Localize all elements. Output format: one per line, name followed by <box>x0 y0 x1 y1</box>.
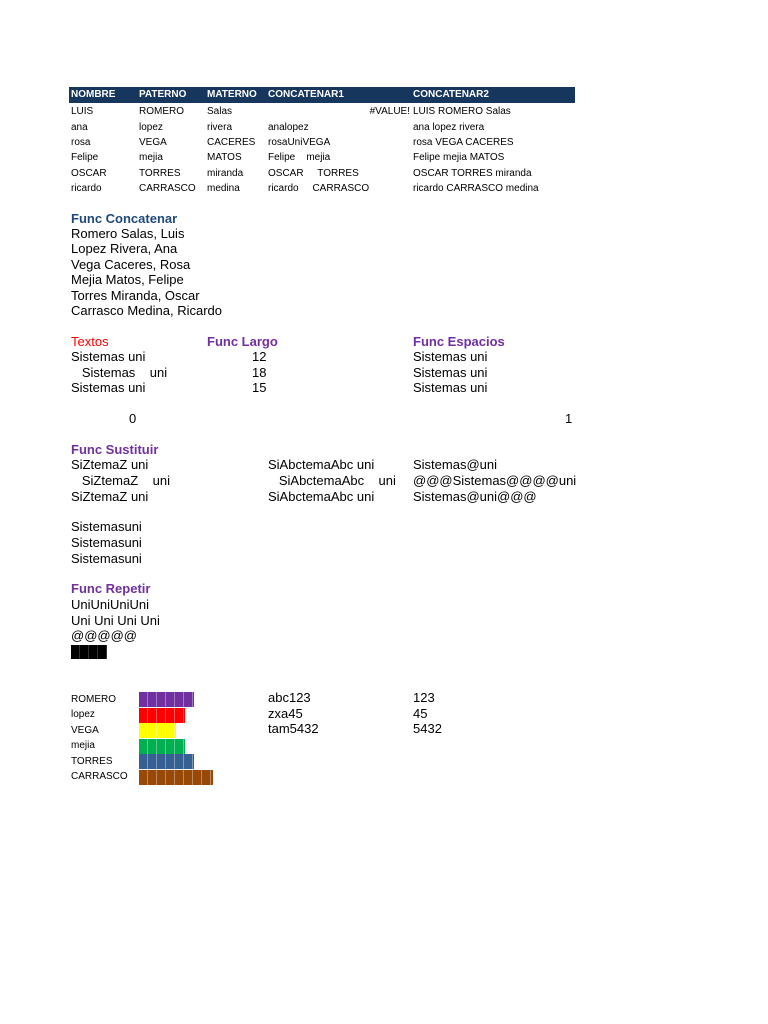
repeat-bar <box>139 723 176 738</box>
texto-value: Sistemas uni <box>71 349 146 364</box>
repetir-line: @@@@@ <box>71 628 137 643</box>
sustituir-value: SiAbctemaAbc uni <box>268 489 375 504</box>
code-value: zxa45 <box>268 706 303 721</box>
header-concatenar1: CONCATENAR1 <box>268 89 344 100</box>
cell-concatenar1: ricardo CARRASCO <box>268 183 370 194</box>
cell-nombre: rosa <box>71 137 91 148</box>
espacios-title: Func Espacios <box>413 334 505 349</box>
cell-paterno: lopez <box>139 122 163 133</box>
concatenar-line: Romero Salas, Luis <box>71 226 185 241</box>
cell-concatenar2: LUIS ROMERO Salas <box>413 106 511 117</box>
cell-concatenar1: analopez <box>268 122 309 133</box>
cell-materno: MATOS <box>207 152 242 163</box>
cell-paterno: CARRASCO <box>139 183 196 194</box>
largo-value: 12 <box>252 349 267 364</box>
repetir-line: UniUniUniUni <box>71 597 150 612</box>
code-number: 123 <box>413 690 435 705</box>
sustituir-value: SiAbctemaAbc uni <box>268 473 396 488</box>
result-left: 0 <box>129 411 137 426</box>
result-right: 1 <box>565 411 573 426</box>
cell-nombre: Felipe <box>71 152 99 163</box>
cell-concatenar1: OSCAR TORRES <box>268 168 359 179</box>
cell-concatenar1: Felipe mejia <box>268 152 331 163</box>
header-nombre: NOMBRE <box>71 89 116 100</box>
cell-paterno: TORRES <box>139 168 181 179</box>
header-materno: MATERNO <box>207 89 257 100</box>
sustituir-extra: Sistemasuni <box>71 535 142 550</box>
espacios-value: Sistemas uni <box>413 349 488 364</box>
cell-paterno: mejia <box>139 152 163 163</box>
sustituir-value: Sistemas@uni <box>413 457 498 472</box>
bar-label: mejia <box>71 740 95 751</box>
sustituir-value: SiZtemaZ uni <box>71 457 149 472</box>
code-value: abc123 <box>268 690 311 705</box>
concatenar-line: Torres Miranda, Oscar <box>71 288 200 303</box>
repeat-bar <box>139 692 194 707</box>
texto-value: Sistemas uni <box>71 365 168 380</box>
sustituir-value: SiZtemaZ uni <box>71 489 149 504</box>
header-paterno: PATERNO <box>139 89 187 100</box>
header-concatenar2: CONCATENAR2 <box>413 89 489 100</box>
bar-label: TORRES <box>71 756 113 767</box>
repeat-bar <box>139 770 213 785</box>
bar-label: CARRASCO <box>71 771 128 782</box>
cell-paterno: VEGA <box>139 137 167 148</box>
largo-title: Func Largo <box>207 334 278 349</box>
concatenar-title: Func Concatenar <box>71 211 178 226</box>
concatenar-line: Lopez Rivera, Ana <box>71 241 178 256</box>
cell-concatenar2: rosa VEGA CACERES <box>413 137 514 148</box>
sustituir-extra: Sistemasuni <box>71 519 142 534</box>
textos-title: Textos <box>71 334 109 349</box>
cell-nombre: OSCAR <box>71 168 107 179</box>
largo-value: 15 <box>252 380 267 395</box>
concatenar-line: Vega Caceres, Rosa <box>71 257 191 272</box>
cell-nombre: LUIS <box>71 106 94 117</box>
texto-value: Sistemas uni <box>71 380 150 395</box>
cell-materno: medina <box>207 183 240 194</box>
repeat-bar <box>139 739 185 754</box>
bar-label: ROMERO <box>71 694 116 705</box>
repetir-line: Uni Uni Uni Uni <box>71 613 160 628</box>
cell-concatenar2: ricardo CARRASCO medina <box>413 183 539 194</box>
sustituir-value: Sistemas@uni@@@ <box>413 489 537 504</box>
cell-paterno: ROMERO <box>139 106 184 117</box>
cell-materno: rivera <box>207 122 233 133</box>
espacios-value: Sistemas uni <box>413 380 488 395</box>
sustituir-value: SiAbctemaAbc uni <box>268 457 375 472</box>
code-number: 45 <box>413 706 428 721</box>
cell-concatenar2: ana lopez rivera <box>413 122 485 133</box>
cell-nombre: ana <box>71 122 88 133</box>
concatenar-line: Mejia Matos, Felipe <box>71 272 184 287</box>
cell-concatenar2: OSCAR TORRES miranda <box>413 168 532 179</box>
cell-nombre: ricardo <box>71 183 102 194</box>
bar-label: VEGA <box>71 725 99 736</box>
sustituir-title: Func Sustituir <box>71 442 159 457</box>
repeat-bar <box>139 708 185 723</box>
concatenar-line: Carrasco Medina, Ricardo <box>71 303 223 318</box>
code-value: tam5432 <box>268 721 319 736</box>
cell-concatenar1: #VALUE! <box>369 106 410 117</box>
code-number: 5432 <box>413 721 442 736</box>
cell-materno: Salas <box>207 106 233 117</box>
cell-materno: miranda <box>207 168 244 179</box>
repetir-title: Func Repetir <box>71 581 151 596</box>
largo-value: 18 <box>252 365 267 380</box>
bar-label: lopez <box>71 709 95 720</box>
sustituir-value: SiZtemaZ uni <box>71 473 170 488</box>
cell-concatenar2: Felipe mejia MATOS <box>413 152 505 163</box>
cell-materno: CACERES <box>207 137 256 148</box>
sustituir-value: @@@Sistemas@@@@uni <box>413 473 577 488</box>
espacios-value: Sistemas uni <box>413 365 488 380</box>
cell-concatenar1: rosaUniVEGA <box>268 137 331 148</box>
sustituir-extra: Sistemasuni <box>71 551 142 566</box>
repeat-bar <box>139 754 194 769</box>
repetir-block-bar <box>71 645 107 659</box>
